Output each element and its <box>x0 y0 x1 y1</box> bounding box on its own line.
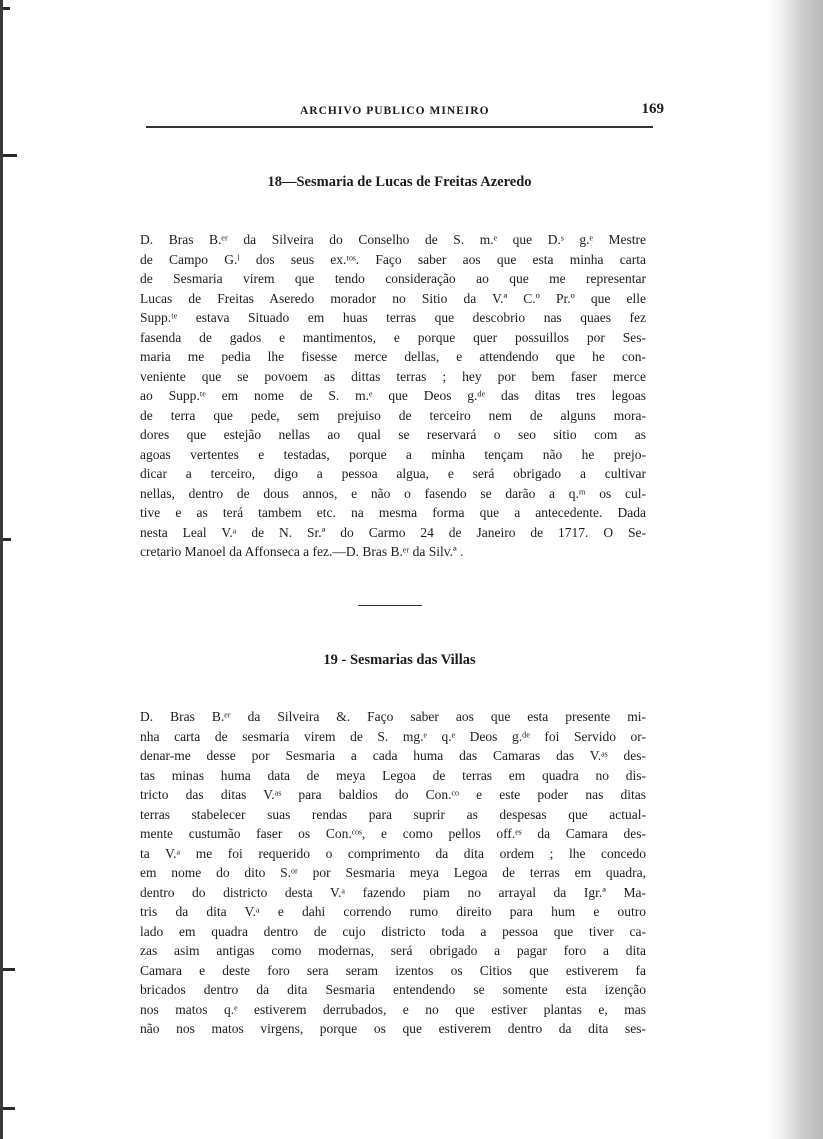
running-title: ARCHIVO PUBLICO MINEIRO <box>300 105 490 117</box>
text-line: em nome do dito S.ᵒʳ por Sesmaria meya Legoa de terras em quadra, <box>140 865 646 880</box>
text-line: Lucas de Freitas Aseredo morador no Sitio da V.ª C.º Pr.º que elle <box>140 290 646 306</box>
text-line: de Sesmaria virem que tendo consideração ao que me representar <box>140 271 646 286</box>
text-line: ao Supp.ᵗᵉ em nome de S. m.ᵉ que Deos g.ᵈᵉ das ditas tres legoas <box>140 388 646 403</box>
text-line: de Campo G.ˡ dos seus ex.ᵗᵒˢ. Faço saber aos que esta minha carta <box>140 251 646 267</box>
text-line: mente custumão faser os Con.ᶜᵒˢ, e como pellos off.ᵉˢ da Camara des- <box>140 826 646 841</box>
scan-right-edge <box>767 0 823 1139</box>
text-line: agoas vertentes e testadas, porque a minha tençam não he prejo- <box>140 446 646 462</box>
section-divider <box>358 605 422 606</box>
text-line: tas minas huma data de meya Legoa de terras em quadra no dis- <box>140 767 646 783</box>
text-line: denar-me desse por Sesmaria a cada huma das Camaras das V.ᵃˢ des- <box>140 748 646 763</box>
text-line: não nos matos virgens, porque os que estiverem dentro da dita ses- <box>140 1021 646 1036</box>
text-line: tris da dita V.ᵃ e dahi correndo rumo direito para hum e outro <box>140 904 646 919</box>
text-line: dentro do districto desta V.ᵃ fazendo piam no arrayal da Igr.ª Ma- <box>140 884 646 900</box>
text-line: bricados dentro da dita Sesmaria entendendo se somente esta izenção <box>140 982 646 997</box>
text-line: nesta Leal V.ᵃ de N. Sr.ª do Carmo 24 de Janeiro de 1717. O Se- <box>140 524 646 540</box>
text-line: D. Bras B.ᵉʳ da Silveira &. Faço saber aos que esta presente mi- <box>140 709 646 724</box>
text-line: dores que estejão nellas ao qual se reservará o seo sitio com as <box>140 427 646 442</box>
text-line: Camara e deste foro sera seram izentos os Citios que estiverem fa <box>140 962 646 978</box>
text-line: fasenda de gados e mantimentos, e porque quer possuillos por Ses- <box>140 329 646 345</box>
scan-edge-mark <box>3 538 11 541</box>
section-title-18: 18—Sesmaria de Lucas de Freitas Azeredo <box>267 174 532 190</box>
header-rule <box>146 126 653 128</box>
text-line: nos matos q.ᵉ estiverem derrubados, e no que estiver plantas e, mas <box>140 1001 646 1017</box>
text-line: Supp.ᵗᵉ estava Situado em huas terras que descobrio nas quaes fez <box>140 310 646 325</box>
text-line: nellas, dentro de dous annos, e não o fasendo se darão a q.ᵐ os cul- <box>140 485 646 501</box>
section-body-18 <box>140 230 646 562</box>
text-line: cretario Manoel da Affonseca a fez.—D. Bras B.ᵉʳ da Silv.ª . <box>140 544 464 559</box>
text-line: zas asim antigas como modernas, será obrigado a pagar foro a dita <box>140 943 646 958</box>
text-line: ta V.ᵃ me foi requerido o comprimento da dita ordem ; lhe concedo <box>140 845 646 861</box>
text-line: lado em quadra dentro de cujo districto toda a pessoa que tiver ca- <box>140 923 646 939</box>
section-title-19: 19 - Sesmarias das Villas <box>323 652 476 668</box>
text-line: de terra que pede, sem prejuiso de terceiro nem de alguns mora- <box>140 407 646 423</box>
scan-edge-mark <box>3 1107 15 1110</box>
section-body-19 <box>140 707 646 1039</box>
scan-edge-mark <box>3 7 10 10</box>
text-line: veniente que se povoem as dittas terras ; hey por bem faser merce <box>140 368 646 384</box>
text-line: dicar a terceiro, digo a pessoa algua, e será obrigado a cultivar <box>140 466 646 481</box>
scan-edge-mark <box>3 154 17 157</box>
text-line: nha carta de sesmaria virem de S. mg.ᵉ q.ᵉ Deos g.ᵈᵉ foi Servido or- <box>140 728 646 744</box>
text-line: maria me pedia lhe fisesse merce dellas, e attendendo que he con- <box>140 349 646 364</box>
text-line: D. Bras B.ᵉʳ da Silveira do Conselho de S. m.ᵉ que D.ˢ g.ᵉ Mestre <box>140 232 646 247</box>
page-number: 169 <box>641 101 664 117</box>
text-line: terras stabelecer suas rendas para suprir as despesas que actual- <box>140 806 646 822</box>
text-line: tricto das ditas V.ᵃˢ para baldios do Con.ᶜᵒ e este poder nas ditas <box>140 787 646 802</box>
scan-edge-mark <box>3 968 15 971</box>
text-line: tive e as terá tambem etc. na mesma forma que a antecedente. Dada <box>140 505 646 520</box>
